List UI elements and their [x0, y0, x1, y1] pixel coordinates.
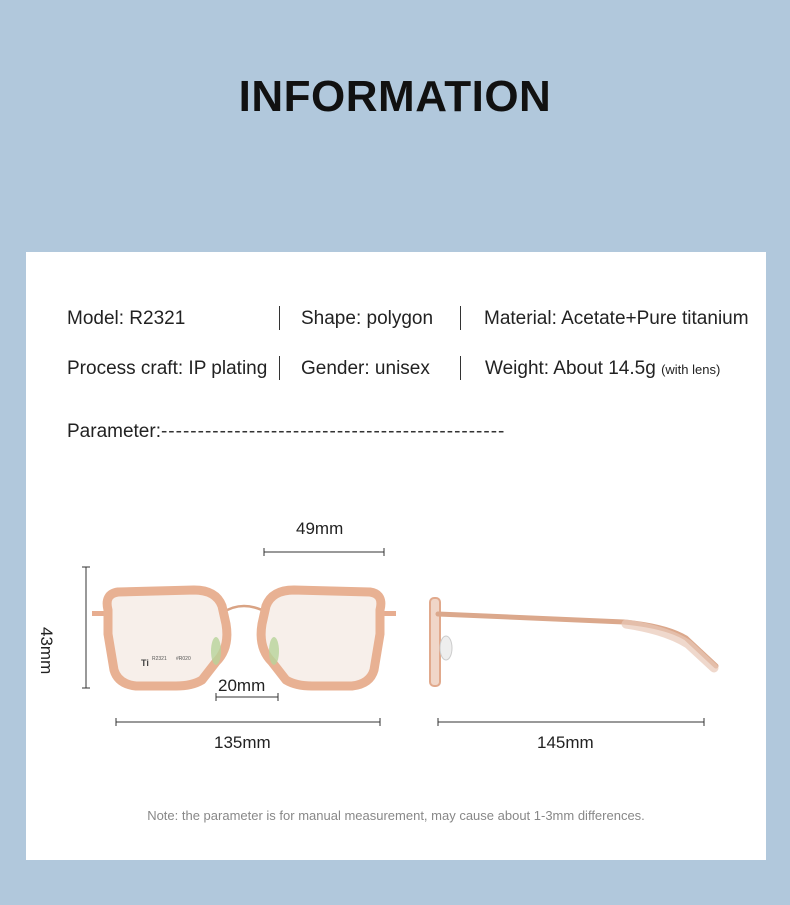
- glasses-diagram: [26, 252, 766, 860]
- lens-width-label: 49mm: [296, 519, 344, 538]
- temple-length-line: [438, 718, 704, 726]
- spec-shape: Shape: polygon: [301, 308, 434, 329]
- parameter-label: Parameter:: [67, 421, 161, 442]
- page-title: INFORMATION: [238, 72, 552, 121]
- bridge-label: 20mm: [218, 676, 266, 695]
- spec-model: Model: R2321: [67, 308, 186, 329]
- left-lens-rim: [107, 590, 227, 686]
- side-rim: [430, 598, 440, 686]
- info-card: [26, 252, 766, 860]
- frame-print-model: R2321: [152, 656, 167, 662]
- spec-material: Material: Acetate+Pure titanium: [484, 308, 749, 329]
- front-view: [92, 590, 396, 686]
- right-nose-pad: [269, 637, 279, 665]
- spec-process: Process craft: IP plating: [67, 358, 268, 379]
- spec-gender: Gender: unisex: [301, 358, 430, 379]
- temple-tip: [626, 624, 714, 668]
- spec-weight-note: (with lens): [661, 362, 721, 377]
- side-view: [430, 598, 716, 686]
- left-nose-pad: [211, 637, 221, 665]
- spec-weight-value: Weight: About 14.5g: [485, 358, 656, 379]
- frame-print-code: #R020: [176, 656, 191, 662]
- frame-width-label: 135mm: [214, 733, 271, 752]
- side-nose-pad: [440, 636, 452, 660]
- frame-print-brand: Ti: [141, 658, 149, 668]
- lens-height-line: [82, 567, 90, 688]
- temple-length-label: 145mm: [537, 733, 594, 752]
- lens-width-line: [264, 548, 384, 556]
- right-lens-rim: [261, 590, 381, 686]
- measurement-note: Note: the parameter is for manual measurement, may cause about 1-3mm differences.: [147, 808, 645, 823]
- frame-width-line: [116, 718, 380, 726]
- lens-height-label: 43mm: [37, 627, 56, 675]
- parameter-dashes: -----------------------------------------------: [160, 421, 506, 442]
